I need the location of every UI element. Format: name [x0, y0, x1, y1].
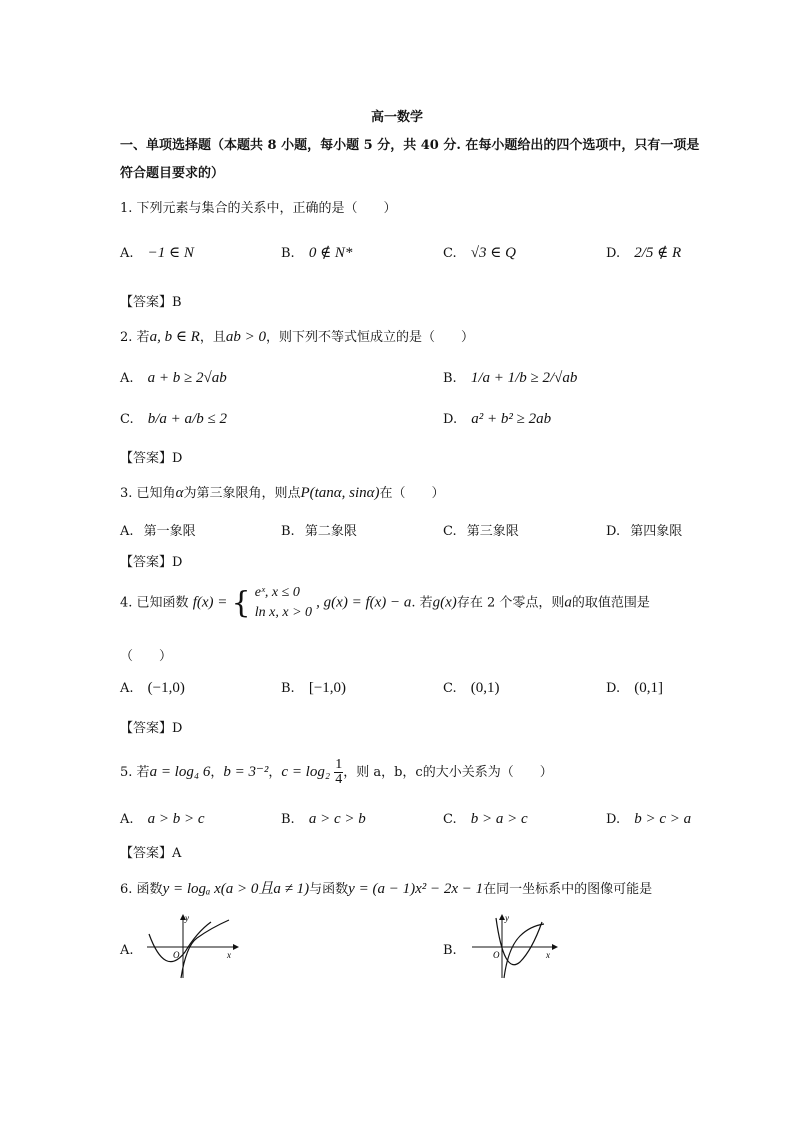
fraction-numerator: 1	[335, 757, 343, 772]
fraction	[334, 758, 343, 787]
option-label: C.	[443, 246, 457, 261]
option-label: D.	[606, 246, 621, 261]
log-curve	[181, 920, 229, 978]
origin-label: O	[493, 950, 500, 960]
question-text: 若	[136, 330, 150, 345]
question-text: 为第三象限角，则点	[183, 486, 301, 501]
question-number: 4.	[120, 595, 133, 611]
option-math: a > c > b	[308, 811, 366, 827]
question-text: 已知函数	[136, 595, 189, 611]
question-math: f(x) =	[192, 594, 228, 611]
answer-label: 【答案】	[120, 846, 173, 861]
option-math: b > c > a	[634, 811, 692, 827]
question-text: ，则下列不等式恒成立的是（ ）	[265, 330, 474, 345]
option-math: (0,1]	[634, 680, 663, 696]
question-text: . 若	[411, 595, 433, 611]
section-heading-line1: 一、单项选择题（本题共 8 小题，每小题 5 分，共 40 分. 在每小题给出的四个选项中，只有一项是	[120, 138, 700, 153]
q1-option-a	[120, 243, 194, 262]
option-text: 第二象限	[304, 524, 357, 539]
option-math: (0,1)	[470, 680, 500, 696]
question-number: 3.	[120, 486, 133, 501]
option-math: [−1,0)	[308, 680, 347, 696]
question-math: g(x)	[432, 594, 457, 611]
option-label: A.	[120, 371, 134, 386]
y-label: y	[505, 913, 509, 923]
option-math: √3 ∈ Q	[470, 245, 516, 261]
q5-option-b	[281, 811, 366, 828]
q3-option-a	[120, 520, 196, 539]
q1-answer	[120, 291, 182, 310]
question-math: y = (a − 1)x² − 2x − 1	[348, 881, 484, 897]
option-label: B.	[281, 681, 295, 696]
left-brace: {	[231, 585, 251, 621]
option-math: a² + b² ≥ 2ab	[471, 411, 552, 427]
q6-graph-a	[145, 912, 240, 980]
q1-option-b	[281, 243, 352, 262]
separator: ，	[268, 765, 282, 780]
question-text: ，且	[199, 330, 226, 345]
y-label: y	[185, 913, 189, 923]
question-math: a = log₄ 6	[149, 764, 211, 780]
q6-graph-b	[470, 912, 560, 980]
origin-label: O	[173, 950, 180, 960]
option-label: A.	[120, 681, 134, 696]
answer-value: B	[172, 295, 182, 310]
question-text: 在同一坐标系中的图像可能是	[483, 882, 653, 897]
question-text: 函数	[136, 882, 163, 897]
q5-option-a	[120, 811, 205, 828]
question-2	[120, 326, 474, 346]
question-text: ，则 a，b，c的大小关系为（ ）	[343, 765, 553, 780]
question-math: a, b ∈ R	[149, 329, 200, 345]
question-math: y = logₐ x(a > 0且a ≠ 1)	[162, 881, 310, 897]
option-label: D.	[443, 412, 458, 427]
q2-option-b	[443, 370, 577, 387]
q3-option-b	[281, 520, 357, 539]
option-label: B.	[281, 812, 295, 827]
question-text: 已知角	[136, 486, 176, 501]
option-label: D.	[606, 524, 621, 539]
option-label: B.	[281, 524, 295, 539]
q4-paren: （ ）	[120, 649, 173, 664]
fraction-denominator: 4	[335, 772, 343, 787]
option-math: b > a > c	[470, 811, 528, 827]
parabola-curve	[496, 918, 542, 965]
q3-answer	[120, 551, 182, 570]
question-text: 下列元素与集合的关系中，正确的是（ ）	[136, 201, 397, 216]
q1-option-d	[606, 243, 681, 262]
separator: ，	[210, 765, 224, 780]
q4-answer	[120, 717, 182, 736]
question-math: P(tanα, sinα)	[300, 485, 380, 501]
option-math: −1 ∈ N	[147, 245, 194, 261]
q2-answer	[120, 447, 182, 466]
q3-option-d	[606, 520, 682, 539]
x-axis-arrow	[552, 944, 558, 950]
question-number: 2.	[120, 330, 133, 345]
page-title: 高一数学	[370, 110, 423, 125]
q2-option-a	[120, 370, 227, 387]
option-math: 1/a + 1/b ≥ 2/√ab	[470, 370, 578, 386]
question-math: b = 3⁻²	[223, 764, 269, 780]
option-math: b/a + a/b ≤ 2	[147, 411, 227, 427]
option-text: 第三象限	[466, 524, 519, 539]
option-text: 第一象限	[143, 524, 196, 539]
piecewise-cases	[255, 583, 312, 623]
question-math: ab > 0	[225, 329, 266, 345]
q1-option-c	[443, 243, 516, 262]
option-label: A.	[120, 246, 134, 261]
answer-label: 【答案】	[120, 295, 173, 310]
question-4	[120, 583, 650, 623]
answer-value: A	[172, 846, 182, 861]
option-label: C.	[120, 412, 134, 427]
q4-option-a	[120, 680, 185, 697]
answer-label: 【答案】	[120, 721, 173, 736]
answer-label: 【答案】	[120, 555, 173, 570]
option-label: A.	[120, 524, 134, 539]
answer-value: D	[172, 555, 183, 570]
answer-value: D	[172, 451, 183, 466]
question-math: a	[564, 594, 572, 611]
x-axis-arrow	[233, 944, 239, 950]
question-text: 与函数	[309, 882, 349, 897]
q5-answer	[120, 842, 181, 861]
answer-value: D	[172, 721, 183, 736]
section-heading-line2: 符合题目要求的）	[120, 166, 225, 181]
question-math: , g(x) = f(x) − a	[316, 594, 412, 611]
question-text: 若	[136, 765, 150, 780]
piece-case: ln x, x > 0	[254, 605, 313, 620]
option-math: 0 ∉ N*	[308, 245, 353, 261]
q2-option-d	[443, 411, 551, 428]
q4-option-b	[281, 680, 346, 697]
question-3	[120, 482, 445, 502]
q6-option-a-label: A.	[120, 943, 134, 958]
q5-option-d	[606, 811, 691, 828]
question-text: 存在 2 个零点，则	[456, 595, 565, 611]
question-math: α	[175, 485, 184, 501]
q2-option-c	[120, 411, 227, 428]
question-number: 5.	[120, 765, 133, 780]
piece-case: eˣ, x ≤ 0	[254, 585, 300, 600]
q4-option-d	[606, 680, 663, 697]
option-math: a + b ≥ 2√ab	[147, 370, 227, 386]
option-text: 第四象限	[630, 524, 683, 539]
option-label: C.	[443, 681, 457, 696]
option-label: D.	[606, 812, 621, 827]
question-text: 的取值范围是	[571, 595, 650, 611]
option-label: D.	[606, 681, 621, 696]
q3-option-c	[443, 520, 519, 539]
option-math: 2/5 ∉ R	[634, 245, 682, 261]
x-label: x	[227, 950, 231, 960]
option-label: B.	[281, 246, 295, 261]
question-number: 1.	[120, 201, 133, 216]
option-label: B.	[443, 371, 457, 386]
question-5	[120, 758, 553, 787]
q4-option-c	[443, 680, 500, 697]
q5-option-c	[443, 811, 528, 828]
option-label: C.	[443, 524, 457, 539]
x-label: x	[546, 950, 550, 960]
option-label: C.	[443, 812, 457, 827]
option-label: A.	[120, 812, 134, 827]
answer-label: 【答案】	[120, 451, 173, 466]
question-text: 在（ ）	[379, 486, 445, 501]
question-math: c = log₂	[281, 764, 331, 780]
parabola-curve	[149, 922, 211, 962]
q6-option-b-label: B.	[443, 943, 457, 958]
option-math: a > b > c	[147, 811, 205, 827]
question-1	[120, 197, 397, 216]
question-6	[120, 877, 652, 898]
question-number: 6.	[120, 882, 133, 897]
option-math: (−1,0)	[147, 680, 185, 696]
